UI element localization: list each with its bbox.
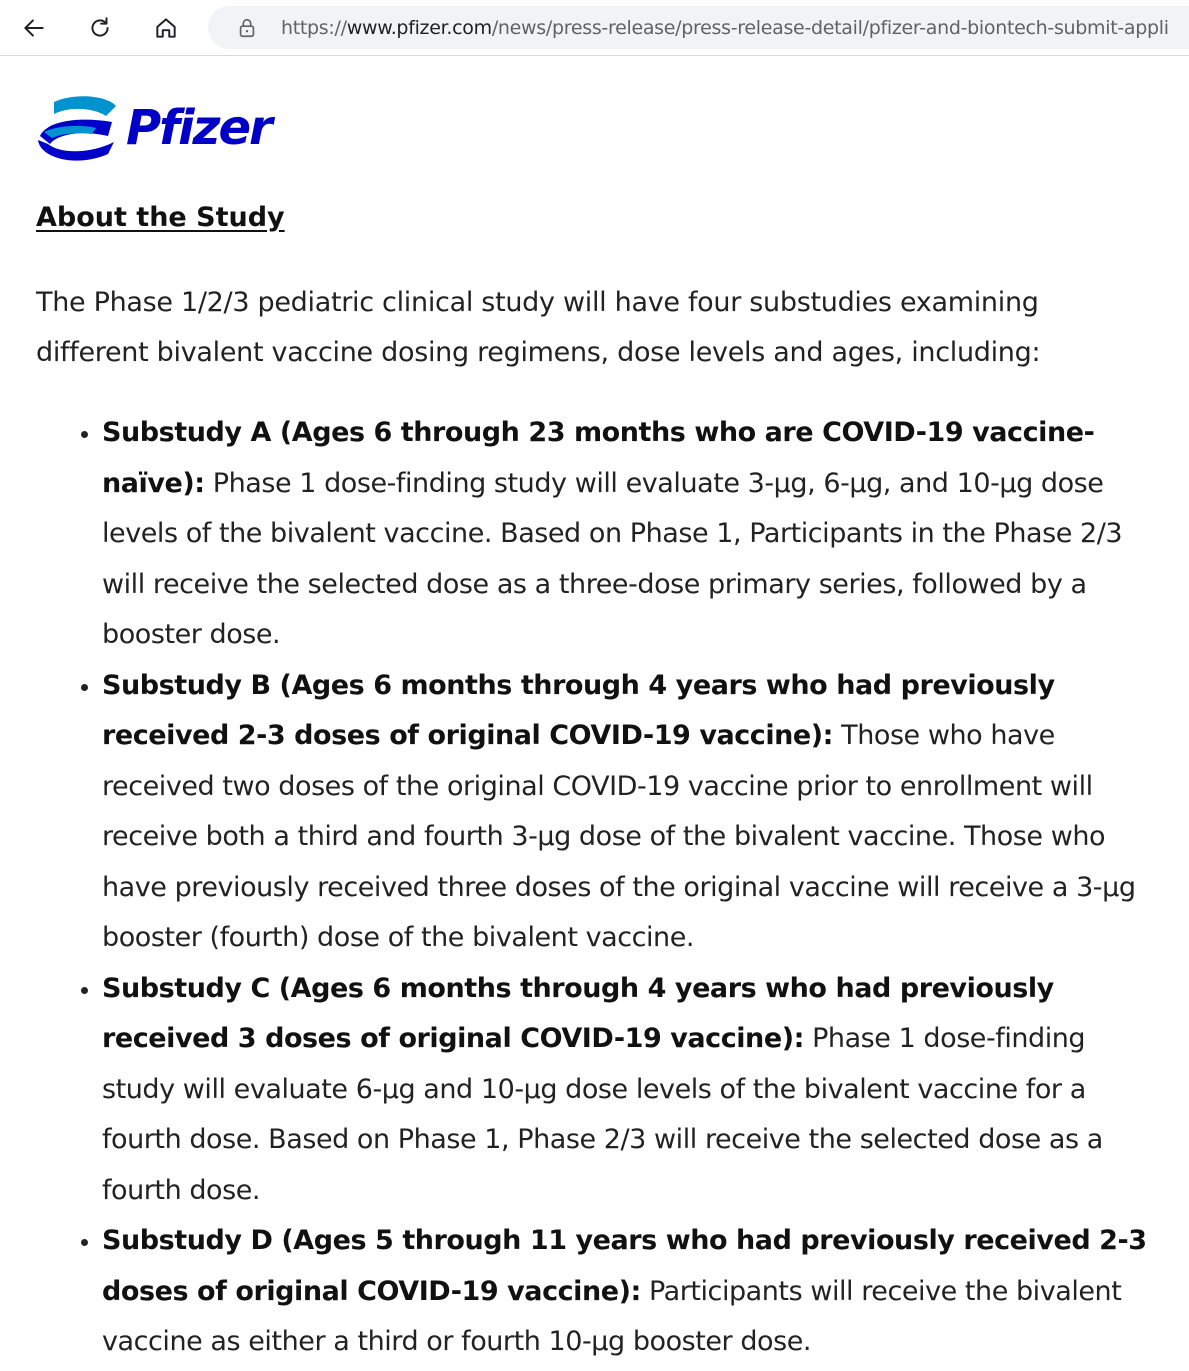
- substudy-text: Those who have received two doses of the original COVID-19 vaccine prior to enrollment will receive both a third and fourth 3-µg dose of the bivalent vaccine. Those who have previously received three doses of the original vaccine will receive a 3-µg booster (fourth) dose of the bivalent vaccine.: [102, 720, 1136, 953]
- reload-icon: [87, 15, 113, 41]
- url-host: www.pfizer.com: [346, 17, 492, 39]
- substudy-text: Phase 1 dose-finding study will evaluate 3-µg, 6-µg, and 10-µg dose levels of the bivalent vaccine. Based on Phase 1, Participants in the Phase 2/3 will receive the selected dose as a three-dose primary series, followed by a booster dose.: [102, 467, 1123, 650]
- home-button[interactable]: [146, 8, 186, 48]
- substudy-title: Substudy C (Ages 6 months through 4 years who had previously received 3 doses of original COVID-19 vaccine):: [102, 972, 1054, 1054]
- lock-icon[interactable]: [236, 17, 258, 39]
- home-icon: [153, 15, 179, 41]
- substudy-title: Substudy B (Ages 6 months through 4 years who had previously received 2-3 doses of original COVID-19 vaccine):: [102, 669, 1055, 751]
- substudy-text: Participants will receive the bivalent vaccine as either a third or fourth 10-µg booster dose.: [102, 1275, 1122, 1357]
- url-text[interactable]: [281, 17, 1169, 39]
- logo-wordmark: Pfizer: [126, 100, 271, 156]
- section-heading: About the Study: [36, 202, 285, 233]
- browser-toolbar: [0, 0, 1189, 56]
- list-item-substudy-a: [102, 408, 1156, 661]
- list-item-substudy-b: [102, 661, 1156, 964]
- substudy-title: Substudy D (Ages 5 through 11 years who had previously received 2-3 doses of original COVID-19 vaccine):: [102, 1225, 1147, 1307]
- list-item-substudy-d: [102, 1216, 1156, 1368]
- url-path: /news/press-release/press-release-detail/pfizer-and-biontech-submit-appli: [491, 17, 1169, 39]
- pfizer-logo[interactable]: [36, 92, 276, 192]
- url-prefix: https://: [281, 17, 347, 39]
- substudy-title: Substudy A (Ages 6 through 23 months who are COVID-19 vaccine-naïve):: [102, 417, 1095, 499]
- intro-paragraph: The Phase 1/2/3 pediatric clinical study will have four substudies examining different bivalent vaccine dosing regimens, dose levels and ages, including:: [36, 287, 1041, 368]
- substudy-text: Phase 1 dose-finding study will evaluate 6-µg and 10-µg dose levels of the bivalent vaccine for a fourth dose. Based on Phase 1, Phase 2/3 will receive the selected dose as a fourth dose.: [102, 1023, 1103, 1206]
- substudy-list: [36, 408, 1156, 1368]
- reload-button[interactable]: [80, 8, 120, 48]
- back-button[interactable]: [14, 8, 54, 48]
- pfizer-helix-icon: [36, 92, 128, 188]
- arrow-left-icon: [21, 15, 47, 41]
- list-item-substudy-c: [102, 964, 1156, 1217]
- address-bar[interactable]: [208, 6, 1189, 49]
